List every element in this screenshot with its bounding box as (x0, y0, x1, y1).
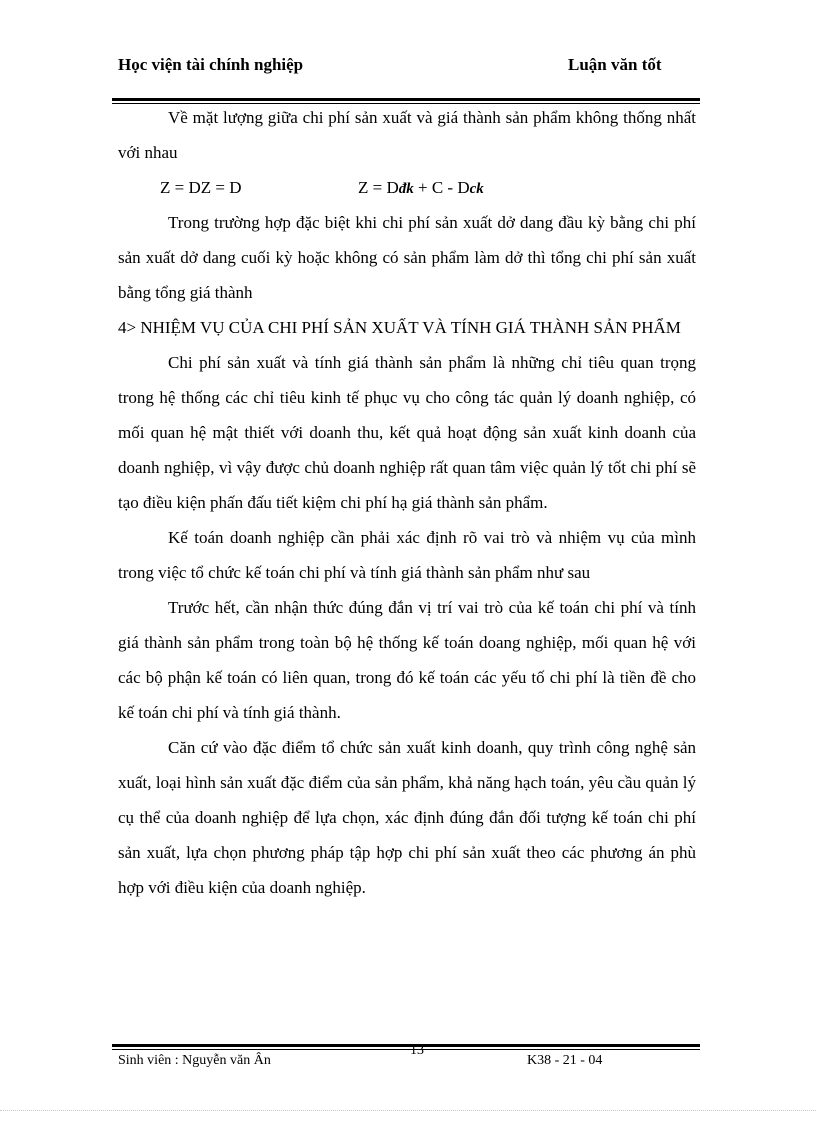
header-institution: Học viện tài chính nghiệp (118, 55, 304, 74)
footer-student-name: Sinh viên : Nguyễn văn Ân (118, 1053, 271, 1068)
header-document-type: Luận văn tốt (568, 55, 662, 74)
section-heading: 4> NHIỆM VỤ CỦA CHI PHÍ SẢN XUẤT VÀ TÍNH GIÁ THÀNH SẢN PHẨM (118, 318, 681, 337)
formula-left: Z = DZ = D (160, 178, 242, 197)
formula-line (118, 170, 696, 205)
paragraph-3: Chi phí sản xuất và tính giá thành sản phẩm là những chỉ tiêu quan trọng trong hệ thống các chỉ tiêu kinh tế phục vụ cho công tác quản lý doanh nghiệp, có mối quan hệ mật thiết với doanh thu, kết quả hoạt động sản xuất kinh doanh của doanh nghiệp, vì vậy được chủ doanh nghiệp rất quan tâm việc quản lý tốt chi phí sẽ tạo điều kiện phấn đấu tiết kiệm chi phí hạ giá thành sản phẩm. (118, 353, 696, 512)
paragraph-4: Kế toán doanh nghiệp cần phải xác định rõ vai trò và nhiệm vụ của mình trong việc tổ chức kế toán chi phí và tính giá thành sản phẩm như sau (118, 528, 696, 582)
page-body (118, 100, 696, 905)
formula-subscript-dk: đk (398, 181, 414, 197)
formula-subscript-ck: ck (469, 181, 484, 197)
footer-class-code: K38 - 21 - 04 (527, 1053, 603, 1068)
formula-right (358, 170, 484, 207)
paragraph-1: Về mặt lượng giữa chi phí sản xuất và giá thành sản phẩm không thống nhất với nhau (118, 108, 696, 162)
footer-rule-thick (112, 1044, 700, 1047)
paragraph-6: Căn cứ vào đặc điểm tổ chức sản xuất kinh doanh, quy trình công nghệ sản xuất, loại hình sản xuất đặc điểm của sản phẩm, khả năng hạch toán, yêu cầu quản lý cụ thể của doanh nghiệp để lựa chọn, xác định đúng đắn đối tượng kế toán chi phí sản xuất, lựa chọn phương pháp tập hợp chi phí sản xuất theo các phương án phù hợp với điều kiện của doanh nghiệp. (118, 738, 696, 897)
footer-rule-thin (112, 1049, 700, 1050)
page-bottom-dotted-line (0, 1110, 816, 1111)
formula-right-prefix: Z = D (358, 178, 399, 197)
formula-right-middle: + C - D (413, 178, 470, 197)
paragraph-2: Trong trường hợp đặc biệt khi chi phí sản xuất dở dang đầu kỳ bằng chi phí sản xuất dở dang cuối kỳ hoặc không có sản phẩm làm dở thì tổng chi phí sản xuất bằng tổng giá thành (118, 213, 696, 302)
paragraph-5: Trước hết, cần nhận thức đúng đắn vị trí vai trò của kế toán chi phí và tính giá thành sản phẩm trong toàn bộ hệ thống kế toán doang nghiệp, mối quan hệ với các bộ phận kế toán có liên quan, trong đó kế toán các yếu tố chi phí là tiền đề cho kế toán chi phí và tính giá thành. (118, 598, 696, 722)
page-number: 13 (410, 1043, 424, 1058)
